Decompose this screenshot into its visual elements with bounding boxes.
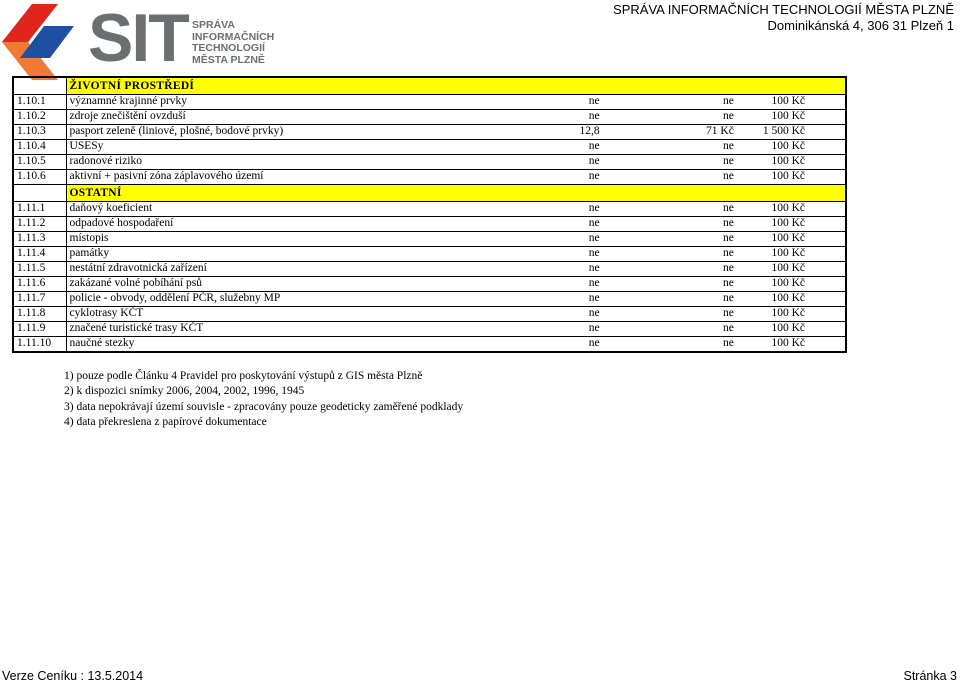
item-name: naučné stezky: [66, 336, 482, 352]
item-name: aktivní + pasivní zóna záplavového území: [66, 169, 482, 184]
table-row: [13, 246, 846, 261]
table-row: [13, 216, 846, 231]
section-code-cell: [13, 184, 66, 201]
sit-logo: [0, 0, 300, 76]
sit-logo-mark-icon: [0, 2, 90, 82]
item-name: nestátní zdravotnická zařízení: [66, 261, 482, 276]
table-row: [13, 231, 846, 246]
page-number: Stránka 3: [903, 669, 957, 683]
item-price: 100 Kč: [760, 291, 846, 306]
item-value-1: ne: [482, 109, 635, 124]
footnote: 3) data nepokrávají území souvisle - zpracovány pouze geodeticky zaměřené podklady: [64, 400, 464, 413]
item-value-2: ne: [636, 321, 760, 336]
item-price: 100 Kč: [760, 139, 846, 154]
table-row: [13, 321, 846, 336]
table-row: [13, 124, 846, 139]
footnote: 2) k dispozici snímky 2006, 2004, 2002, 1996, 1945: [64, 385, 305, 398]
section-title: OSTATNÍ: [66, 184, 846, 201]
section-code-cell: [13, 77, 66, 94]
item-value-2: ne: [636, 276, 760, 291]
item-value-2: ne: [636, 169, 760, 184]
table-row: [13, 169, 846, 184]
item-value-1: ne: [482, 261, 635, 276]
section-title: ŽIVOTNÍ PROSTŘEDÍ: [66, 77, 846, 94]
item-value-2: 71 Kč: [636, 124, 760, 139]
organization-name: SPRÁVA INFORMAČNÍCH TECHNOLOGIÍ MĚSTA PLZNĚ: [613, 2, 954, 17]
section-header-row: [13, 184, 846, 201]
item-code: 1.10.3: [13, 124, 66, 139]
item-value-1: ne: [482, 276, 635, 291]
item-value-1: ne: [482, 321, 635, 336]
item-value-1: ne: [482, 139, 635, 154]
item-value-1: ne: [482, 216, 635, 231]
item-code: 1.11.3: [13, 231, 66, 246]
table-row: [13, 306, 846, 321]
logo-wordmark: SIT: [88, 0, 188, 76]
item-price: 100 Kč: [760, 154, 846, 169]
item-value-2: ne: [636, 336, 760, 352]
table-row: [13, 336, 846, 352]
item-code: 1.11.5: [13, 261, 66, 276]
item-code: 1.11.9: [13, 321, 66, 336]
logo-subtitle-line: INFORMAČNÍCH: [192, 30, 275, 43]
item-value-2: ne: [636, 261, 760, 276]
item-price: 1 500 Kč: [760, 124, 846, 139]
item-value-1: ne: [482, 231, 635, 246]
item-price: 100 Kč: [760, 276, 846, 291]
table-row: [13, 201, 846, 216]
item-value-1: ne: [482, 201, 635, 216]
item-value-2: ne: [636, 246, 760, 261]
item-value-2: ne: [636, 216, 760, 231]
item-value-1: ne: [482, 154, 635, 169]
item-value-1: ne: [482, 94, 635, 109]
footnote: 1) pouze podle Článku 4 Pravidel pro poskytování výstupů z GIS města Plzně: [64, 370, 423, 382]
item-price: 100 Kč: [760, 321, 846, 336]
item-value-1: 12,8: [482, 124, 635, 139]
item-value-1: ne: [482, 169, 635, 184]
table-row: [13, 94, 846, 109]
item-code: 1.11.10: [13, 336, 66, 352]
item-name: daňový koeficient: [66, 201, 482, 216]
item-value-2: ne: [636, 154, 760, 169]
item-name: cyklotrasy KČT: [66, 306, 482, 321]
item-name: památky: [66, 246, 482, 261]
logo-subtitle: [192, 20, 274, 66]
logo-subtitle-line: MĚSTA PLZNĚ: [192, 53, 265, 66]
price-list-body: [13, 77, 846, 352]
table-row: [13, 139, 846, 154]
item-name: odpadové hospodaření: [66, 216, 482, 231]
table-row: [13, 291, 846, 306]
item-value-1: ne: [482, 336, 635, 352]
item-code: 1.10.6: [13, 169, 66, 184]
item-name: radonové riziko: [66, 154, 482, 169]
item-price: 100 Kč: [760, 336, 846, 352]
item-price: 100 Kč: [760, 201, 846, 216]
item-price: 100 Kč: [760, 261, 846, 276]
footnotes: [64, 369, 463, 430]
item-price: 100 Kč: [760, 306, 846, 321]
item-price: 100 Kč: [760, 94, 846, 109]
item-value-2: ne: [636, 94, 760, 109]
item-code: 1.10.1: [13, 94, 66, 109]
table-row: [13, 261, 846, 276]
item-code: 1.11.2: [13, 216, 66, 231]
item-code: 1.10.5: [13, 154, 66, 169]
item-price: 100 Kč: [760, 109, 846, 124]
item-value-1: ne: [482, 291, 635, 306]
item-code: 1.11.6: [13, 276, 66, 291]
item-value-2: ne: [636, 201, 760, 216]
item-value-1: ne: [482, 246, 635, 261]
item-code: 1.11.4: [13, 246, 66, 261]
item-price: 100 Kč: [760, 216, 846, 231]
item-code: 1.11.1: [13, 201, 66, 216]
item-value-2: ne: [636, 291, 760, 306]
item-name: pasport zeleně (liniové, plošné, bodové prvky): [66, 124, 482, 139]
item-value-2: ne: [636, 139, 760, 154]
item-name: místopis: [66, 231, 482, 246]
logo-subtitle-line: TECHNOLOGIÍ: [192, 42, 265, 54]
item-value-1: ne: [482, 306, 635, 321]
organization-address: Dominikánská 4, 306 31 Plzeň 1: [767, 18, 954, 33]
item-code: 1.11.8: [13, 306, 66, 321]
item-name: zakázané volné pobíhání psů: [66, 276, 482, 291]
price-list-table: [12, 76, 847, 353]
item-price: 100 Kč: [760, 169, 846, 184]
item-value-2: ne: [636, 306, 760, 321]
table-row: [13, 154, 846, 169]
table-row: [13, 109, 846, 124]
item-name: USESy: [66, 139, 482, 154]
item-code: 1.10.2: [13, 109, 66, 124]
table-row: [13, 276, 846, 291]
footnote: 4) data překreslena z papírové dokumentace: [64, 415, 267, 428]
item-price: 100 Kč: [760, 231, 846, 246]
item-value-2: ne: [636, 231, 760, 246]
item-name: zdroje znečištění ovzduší: [66, 109, 482, 124]
item-code: 1.11.7: [13, 291, 66, 306]
section-header-row: [13, 77, 846, 94]
item-name: policie - obvody, oddělení PČR, služebny MP: [66, 291, 482, 306]
item-code: 1.10.4: [13, 139, 66, 154]
item-value-2: ne: [636, 109, 760, 124]
item-name: významné krajinné prvky: [66, 94, 482, 109]
item-name: značené turistické trasy KČT: [66, 321, 482, 336]
price-list-version: Verze Ceníku : 13.5.2014: [2, 669, 144, 683]
item-price: 100 Kč: [760, 246, 846, 261]
logo-subtitle-line: SPRÁVA: [192, 19, 235, 31]
